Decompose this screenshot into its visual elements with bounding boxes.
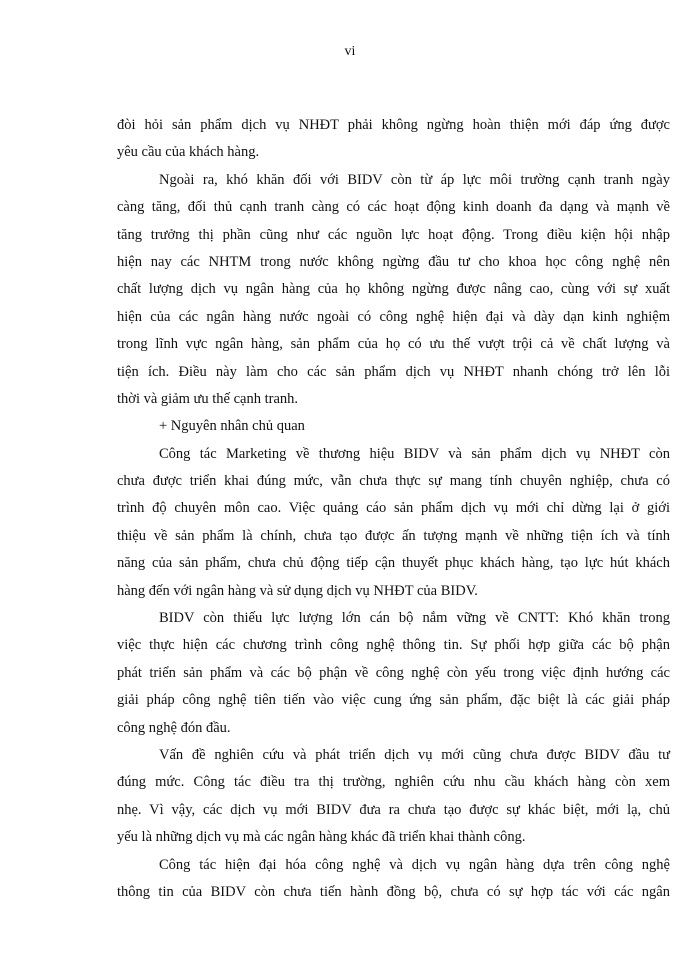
text-line: yêu cầu của khách hàng.	[117, 144, 260, 161]
text-line: thiệu về sản phẩm là chính, chưa tạo được ấn tượng mạnh về những tiện ích và tính	[117, 527, 670, 544]
text-line: Vấn đề nghiên cứu và phát triển dịch vụ mới cũng chưa được BIDV đầu tư	[159, 746, 670, 763]
text-line: hiện của các ngân hàng nước ngoài có công nghệ hiện đại và dày dạn kinh nghiệm	[117, 308, 670, 325]
text-line: tiện ích. Điều này làm cho các sản phẩm dịch vụ NHĐT nhanh chóng trở lên lỗi	[117, 363, 670, 380]
body-text	[117, 112, 670, 906]
text-line: giải pháp công nghệ tiên tiến vào việc cung ứng sản phẩm, đặc biệt là các giải pháp	[117, 692, 670, 709]
text-line: tăng trưởng thị phần cũng như các nguồn lực hoạt động. Trong điều kiện hội nhập	[117, 226, 670, 243]
text-line: thông tin của BIDV còn chưa tiến hành đồng bộ, chưa có sự hợp tác với các ngân	[117, 883, 670, 900]
text-line: hàng đến với ngân hàng và sử dụng dịch vụ NHĐT của BIDV.	[117, 582, 478, 599]
text-line: việc thực hiện các chương trình công nghệ thông tin. Sự phối hợp giữa các bộ phận	[117, 637, 670, 654]
text-line: đúng mức. Công tác điều tra thị trường, nghiên cứu nhu cầu khách hàng còn xem	[117, 774, 670, 791]
text-line: trong lĩnh vực ngân hàng, sản phẩm của họ có ưu thế vượt trội cả về chất lượng và	[117, 336, 670, 353]
text-line: Công tác Marketing về thương hiệu BIDV và sản phẩm dịch vụ NHĐT còn	[159, 445, 670, 462]
text-line: trình độ chuyên môn cao. Việc quảng cáo sản phẩm dịch vụ mới chỉ dừng lại ở giới	[117, 500, 670, 517]
text-line: đòi hỏi sản phẩm dịch vụ NHĐT phải không ngừng hoàn thiện mới đáp ứng được	[117, 117, 670, 133]
text-line: càng tăng, đối thủ cạnh tranh càng có các hoạt động kinh doanh đa dạng và mạnh về	[117, 199, 670, 216]
text-line: hiện nay các NHTM trong nước không ngừng đầu tư cho khoa học công nghệ nên	[117, 253, 670, 270]
text-line: công nghệ đón đầu.	[117, 719, 231, 736]
page-number: vi	[344, 44, 356, 59]
text-line: Công tác hiện đại hóa công nghệ và dịch vụ ngân hàng dựa trên công nghệ	[159, 856, 670, 873]
text-line: yếu là những dịch vụ mà các ngân hàng khác đã triển khai thành công.	[117, 829, 526, 846]
text-line: Ngoài ra, khó khăn đối với BIDV còn từ áp lực môi trường cạnh tranh ngày	[159, 171, 670, 188]
text-line: BIDV còn thiếu lực lượng lớn cán bộ nắm vững về CNTT: Khó khăn trong	[159, 610, 670, 627]
text-line: thời và giảm ưu thế cạnh tranh.	[117, 390, 299, 407]
text-line: nhẹ. Vì vậy, các dịch vụ mới BIDV đưa ra chưa tạo được sự khác biệt, mới lạ, chủ	[117, 801, 670, 818]
text-line: phát triển sản phẩm và các bộ phận về công nghệ còn yếu trong việc định hướng các	[117, 664, 670, 681]
text-line: chất lượng dịch vụ ngân hàng của họ không ngừng được nâng cao, cùng với sự xuất	[117, 281, 670, 298]
text-line: chưa được triển khai đúng mức, vẫn chưa thực sự mang tính chuyên nghiệp, chưa có	[117, 473, 670, 490]
section-subheading: + Nguyên nhân chủ quan	[159, 418, 305, 435]
text-line: năng của sản phẩm, chưa chủ động tiếp cận thuyết phục khách hàng, tạo lực hút khách	[117, 555, 670, 572]
